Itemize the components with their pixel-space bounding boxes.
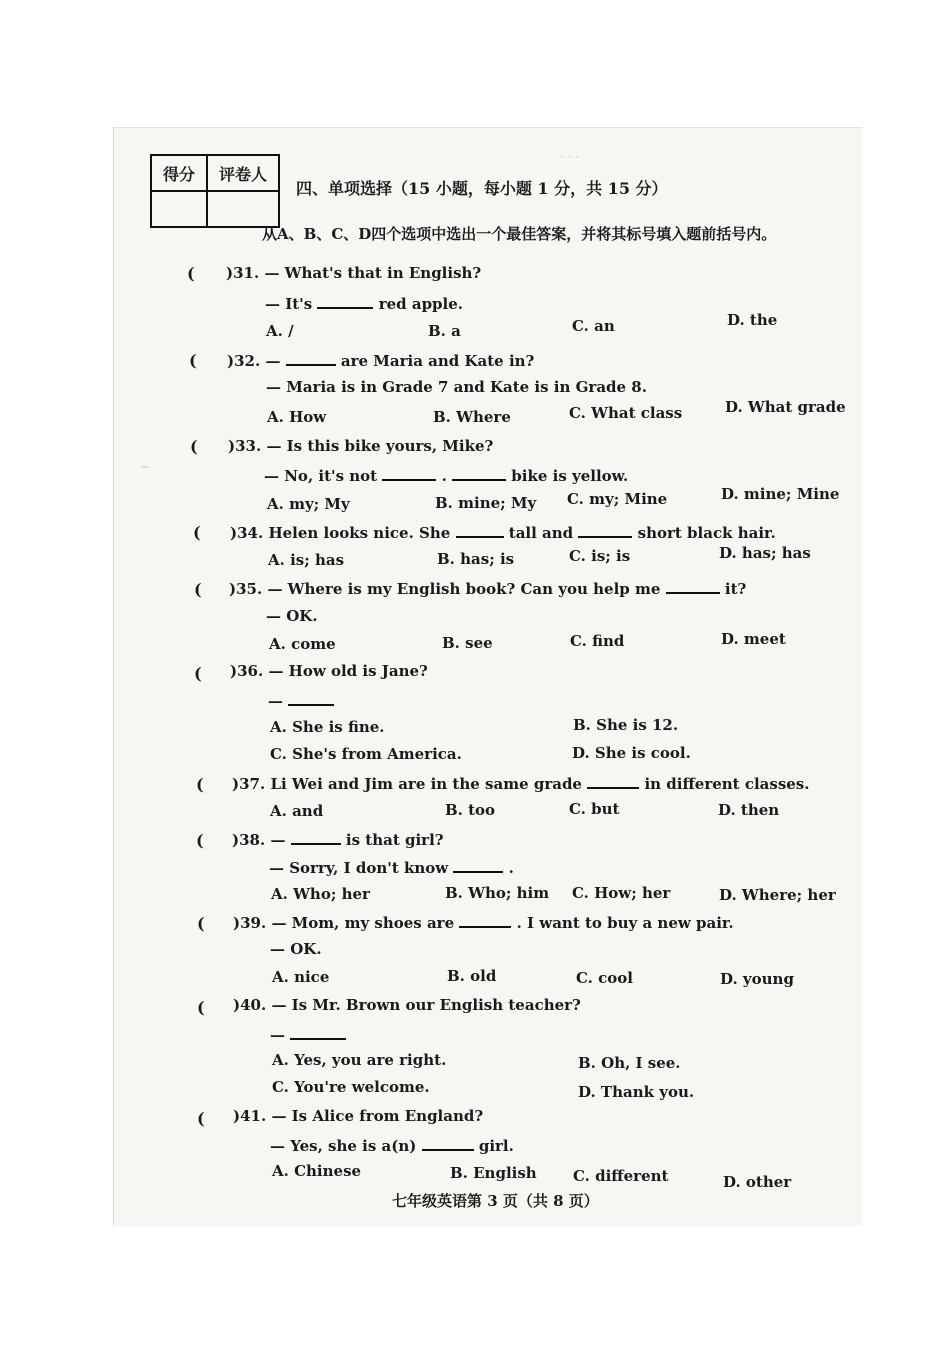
bleed-through-text: ~: [140, 460, 151, 474]
text-segment: in different classes.: [644, 775, 810, 793]
question-text: [230, 662, 428, 680]
score-table: [150, 154, 280, 228]
question-line-2: [270, 1024, 346, 1044]
question-line-2: — OK.: [270, 940, 322, 958]
question-number: )34.: [230, 524, 264, 542]
question-line-2: [265, 293, 463, 313]
text-segment: — Yes, she is a(n): [270, 1137, 417, 1155]
option-b: B. old: [447, 967, 497, 985]
text-segment: tall and: [508, 524, 574, 542]
answer-paren[interactable]: (: [190, 437, 198, 456]
text-segment: —: [270, 1026, 285, 1044]
text-segment: short black hair.: [637, 524, 776, 542]
question-text: [233, 912, 734, 932]
question-number: )36.: [230, 662, 264, 680]
text-segment: — Is Alice from England?: [271, 1107, 484, 1125]
grader-label: 评卷人: [207, 155, 279, 191]
answer-blank: [422, 1135, 474, 1151]
option-a: A. is; has: [268, 551, 345, 569]
text-segment: girl.: [478, 1137, 514, 1155]
answer-paren[interactable]: (: [189, 351, 197, 370]
answer-blank: [291, 829, 341, 845]
option-d: D. mine; Mine: [721, 485, 840, 503]
text-segment: — Is Mr. Brown our English teacher?: [271, 996, 581, 1014]
question-text: [229, 578, 746, 598]
option-d: D. young: [720, 970, 794, 988]
text-segment: — Is this bike yours, Mike?: [266, 437, 494, 455]
question-line-2: — OK.: [266, 607, 318, 625]
text-segment: Li Wei and Jim are in the same grade: [270, 775, 582, 793]
question-line-2: [268, 690, 334, 710]
option-a: A. /: [266, 322, 294, 340]
text-segment: it?: [724, 580, 747, 598]
question-number: )31.: [226, 264, 260, 282]
answer-blank: [317, 293, 373, 309]
option-b: B. She is 12.: [573, 716, 679, 734]
option-b: B. Oh, I see.: [578, 1054, 681, 1072]
question-number: )33.: [228, 437, 262, 455]
answer-blank: [578, 522, 632, 538]
option-a: A. nice: [272, 968, 330, 986]
question-line-2: [270, 1135, 514, 1155]
question-text: [226, 264, 481, 282]
option-d: D. other: [723, 1173, 792, 1191]
text-segment: red apple.: [378, 295, 464, 313]
answer-paren[interactable]: (: [193, 523, 201, 542]
option-b: B. too: [445, 801, 496, 819]
option-d: D. then: [718, 801, 780, 819]
option-b: B. see: [442, 634, 493, 652]
option-b: B. a: [428, 322, 461, 340]
text-segment: bike is yellow.: [511, 467, 629, 485]
option-a: A. Chinese: [272, 1162, 362, 1180]
question-number: )38.: [232, 831, 266, 849]
grader-cell[interactable]: [207, 191, 279, 227]
question-line-2: — Maria is in Grade 7 and Kate is in Grade 8.: [266, 378, 647, 396]
option-d: D. has; has: [719, 544, 811, 562]
answer-blank: [290, 1024, 346, 1040]
option-a: A. come: [269, 635, 336, 653]
text-segment: — Where is my English book? Can you help me: [267, 580, 661, 598]
answer-paren[interactable]: (: [196, 831, 204, 850]
option-d: D. Thank you.: [578, 1083, 695, 1101]
question-text: [227, 350, 534, 370]
question-number: )40.: [233, 996, 267, 1014]
answer-blank: [666, 578, 720, 594]
option-a: A. my; My: [267, 495, 350, 513]
question-number: )32.: [227, 352, 261, 370]
page-footer: 七年级英语第 3 页（共 8 页）: [392, 1192, 599, 1210]
text-segment: — Sorry, I don't know: [269, 859, 449, 877]
option-d: D. meet: [721, 630, 786, 648]
answer-blank: [456, 522, 504, 538]
score-cell[interactable]: [151, 191, 207, 227]
question-text: [232, 829, 444, 849]
question-text: [232, 773, 809, 793]
question-number: )35.: [229, 580, 263, 598]
text-segment: — No, it's not: [264, 467, 378, 485]
question-text: [230, 522, 776, 542]
answer-blank: [288, 690, 334, 706]
text-segment: .: [441, 467, 447, 485]
answer-paren[interactable]: (: [194, 580, 202, 599]
answer-paren[interactable]: (: [196, 775, 204, 794]
text-segment: . I want to buy a new pair.: [516, 914, 734, 932]
text-segment: —: [268, 692, 283, 710]
option-a: A. Yes, you are right.: [272, 1051, 447, 1069]
answer-blank: [452, 465, 506, 481]
answer-blank: [382, 465, 436, 481]
option-c: C. but: [569, 800, 620, 818]
text-segment: —: [265, 352, 281, 370]
text-segment: —: [270, 831, 286, 849]
question-text: [233, 996, 581, 1014]
option-d: D. She is cool.: [572, 744, 691, 762]
option-c: C. How; her: [572, 884, 671, 902]
option-b: B. Who; him: [445, 884, 550, 902]
text-segment: Helen looks nice. She: [268, 524, 451, 542]
question-line: — What's that in English?: [264, 264, 482, 282]
answer-paren[interactable]: (: [194, 664, 202, 683]
option-d: D. the: [727, 311, 778, 329]
question-line-2: [264, 465, 628, 485]
question-line-2: [269, 857, 514, 877]
option-c: C. different: [573, 1167, 669, 1185]
option-b: B. mine; My: [435, 494, 537, 512]
option-b: B. has; is: [437, 550, 515, 568]
answer-paren[interactable]: (: [197, 998, 205, 1017]
option-d: D. Where; her: [719, 886, 836, 904]
option-c: C. an: [572, 317, 615, 335]
option-c: C. my; Mine: [567, 490, 668, 508]
section-instruction: 从A、B、C、D四个选项中选出一个最佳答案，并将其标号填入题前括号内。: [262, 225, 777, 243]
text-segment: — It's: [265, 295, 313, 313]
answer-paren[interactable]: (: [197, 1109, 205, 1128]
option-a: A. and: [270, 802, 324, 820]
question-text: [228, 437, 493, 455]
text-segment: — Mom, my shoes are: [271, 914, 455, 932]
answer-paren[interactable]: (: [197, 914, 205, 933]
option-c: C. You're welcome.: [272, 1078, 430, 1096]
text-segment: is that girl?: [345, 831, 444, 849]
answer-paren[interactable]: (: [187, 264, 195, 283]
text-segment: .: [508, 859, 514, 877]
option-c: C. What class: [569, 404, 683, 422]
answer-blank: [286, 350, 336, 366]
option-b: B. Where: [433, 408, 511, 426]
option-d: D. What grade: [725, 398, 846, 416]
answer-blank: [587, 773, 639, 789]
question-number: )39.: [233, 914, 267, 932]
question-number: )41.: [233, 1107, 267, 1125]
question-text: [233, 1107, 483, 1125]
bleed-through-text: · · ·: [560, 150, 580, 164]
option-b: B. English: [450, 1164, 537, 1182]
option-a: A. Who; her: [271, 885, 370, 903]
option-c: C. is; is: [569, 547, 631, 565]
section-title: 四、单项选择（15 小题，每小题 1 分，共 15 分）: [296, 179, 668, 198]
option-c: C. cool: [576, 969, 633, 987]
option-a: A. How: [267, 408, 327, 426]
score-label: 得分: [151, 155, 207, 191]
answer-blank: [459, 912, 511, 928]
exam-page: [113, 127, 862, 1226]
option-a: A. She is fine.: [270, 718, 385, 736]
option-c: C. She's from America.: [270, 745, 462, 763]
option-c: C. find: [570, 632, 625, 650]
text-segment: are Maria and Kate in?: [340, 352, 535, 370]
text-segment: — How old is Jane?: [268, 662, 428, 680]
answer-blank: [453, 857, 503, 873]
question-number: )37.: [232, 775, 266, 793]
